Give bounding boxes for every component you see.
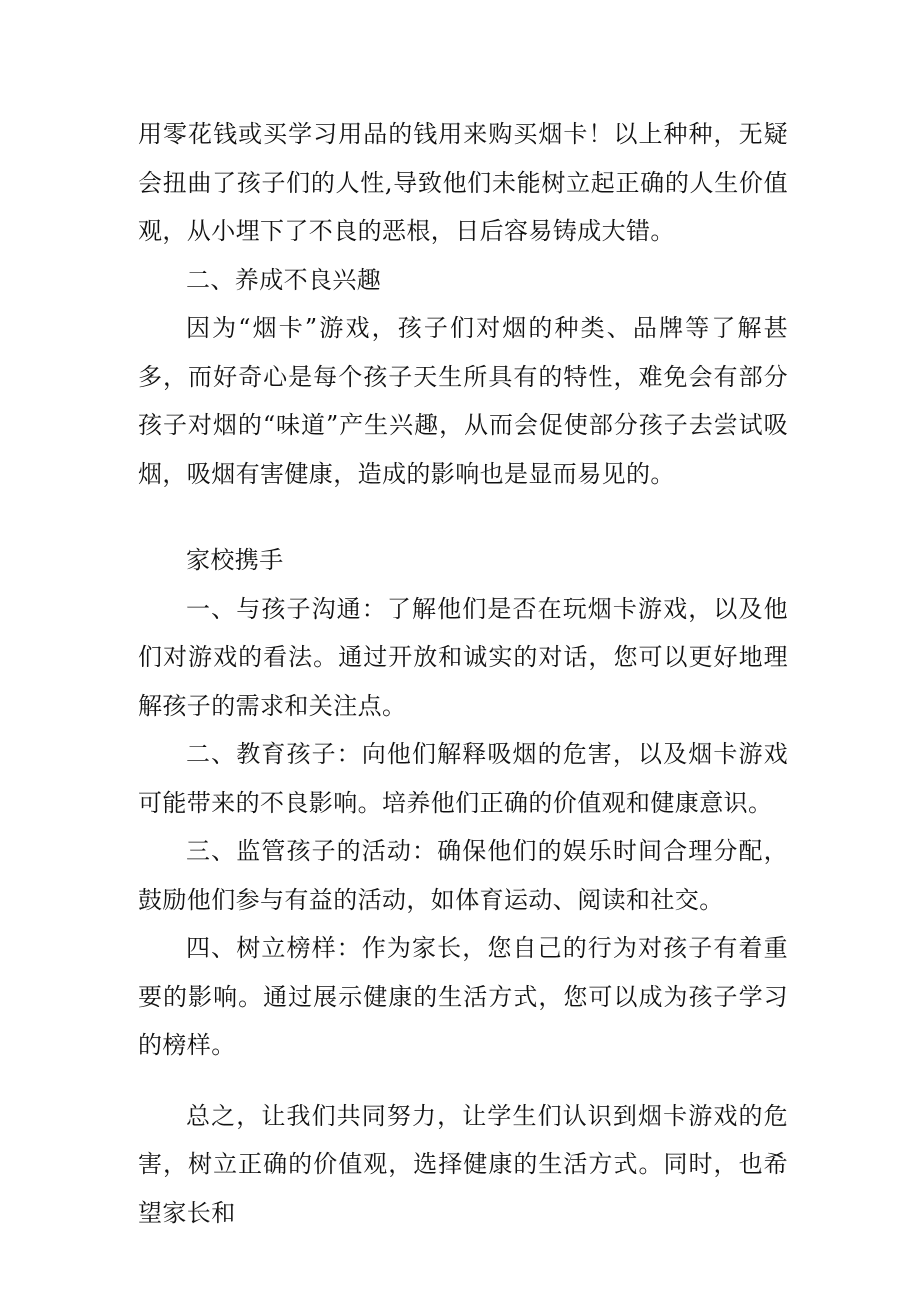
paragraph-educate: 二、教育孩子：向他们解释吸烟的危害，以及烟卡游戏可能带来的不良影响。培养他们正确的价值观和健康意识。 — [138, 740, 788, 817]
section-heading-bad-interest: 二、养成不良兴趣 — [186, 265, 382, 294]
paragraph-conclusion: 总之，让我们共同努力，让学生们认识到烟卡游戏的危害，树立正确的价值观，选择健康的生活方式。同时，也希望家长和 — [138, 1101, 788, 1227]
section-heading-home-school: 家校携手 — [186, 546, 284, 574]
paragraph-role-model: 四、树立榜样：作为家长，您自己的行为对孩子有着重要的影响。通过展示健康的生活方式，您可以成为孩子学习的榜样。 — [138, 934, 788, 1059]
paragraph-supervise: 三、监管孩子的活动：确保他们的娱乐时间合理分配，鼓励他们参与有益的活动，如体育运动、阅读和社交。 — [138, 837, 788, 914]
paragraph-continuation: 用零花钱或买学习用品的钱用来购买烟卡！以上种种，无疑会扭曲了孩子们的人性,导致他们未能树立起正确的人生价值观，从小埋下了不良的恶根，日后容易铸成大错。 — [138, 120, 788, 245]
paragraph-curiosity: 因为“烟卡”游戏，孩子们对烟的种类、品牌等了解甚多，而好奇心是每个孩子天生所具有的特性，难免会有部分孩子对烟的“味道”产生兴趣，从而会促使部分孩子去尝试吸烟，吸烟有害健康，造成的影响也是显而易见的。 — [138, 314, 788, 488]
document-body — [138, 110, 788, 1237]
paragraph-communicate: 一、与孩子沟通：了解他们是否在玩烟卡游戏，以及他们对游戏的看法。通过开放和诚实的对话，您可以更好地理解孩子的需求和关注点。 — [138, 594, 788, 720]
